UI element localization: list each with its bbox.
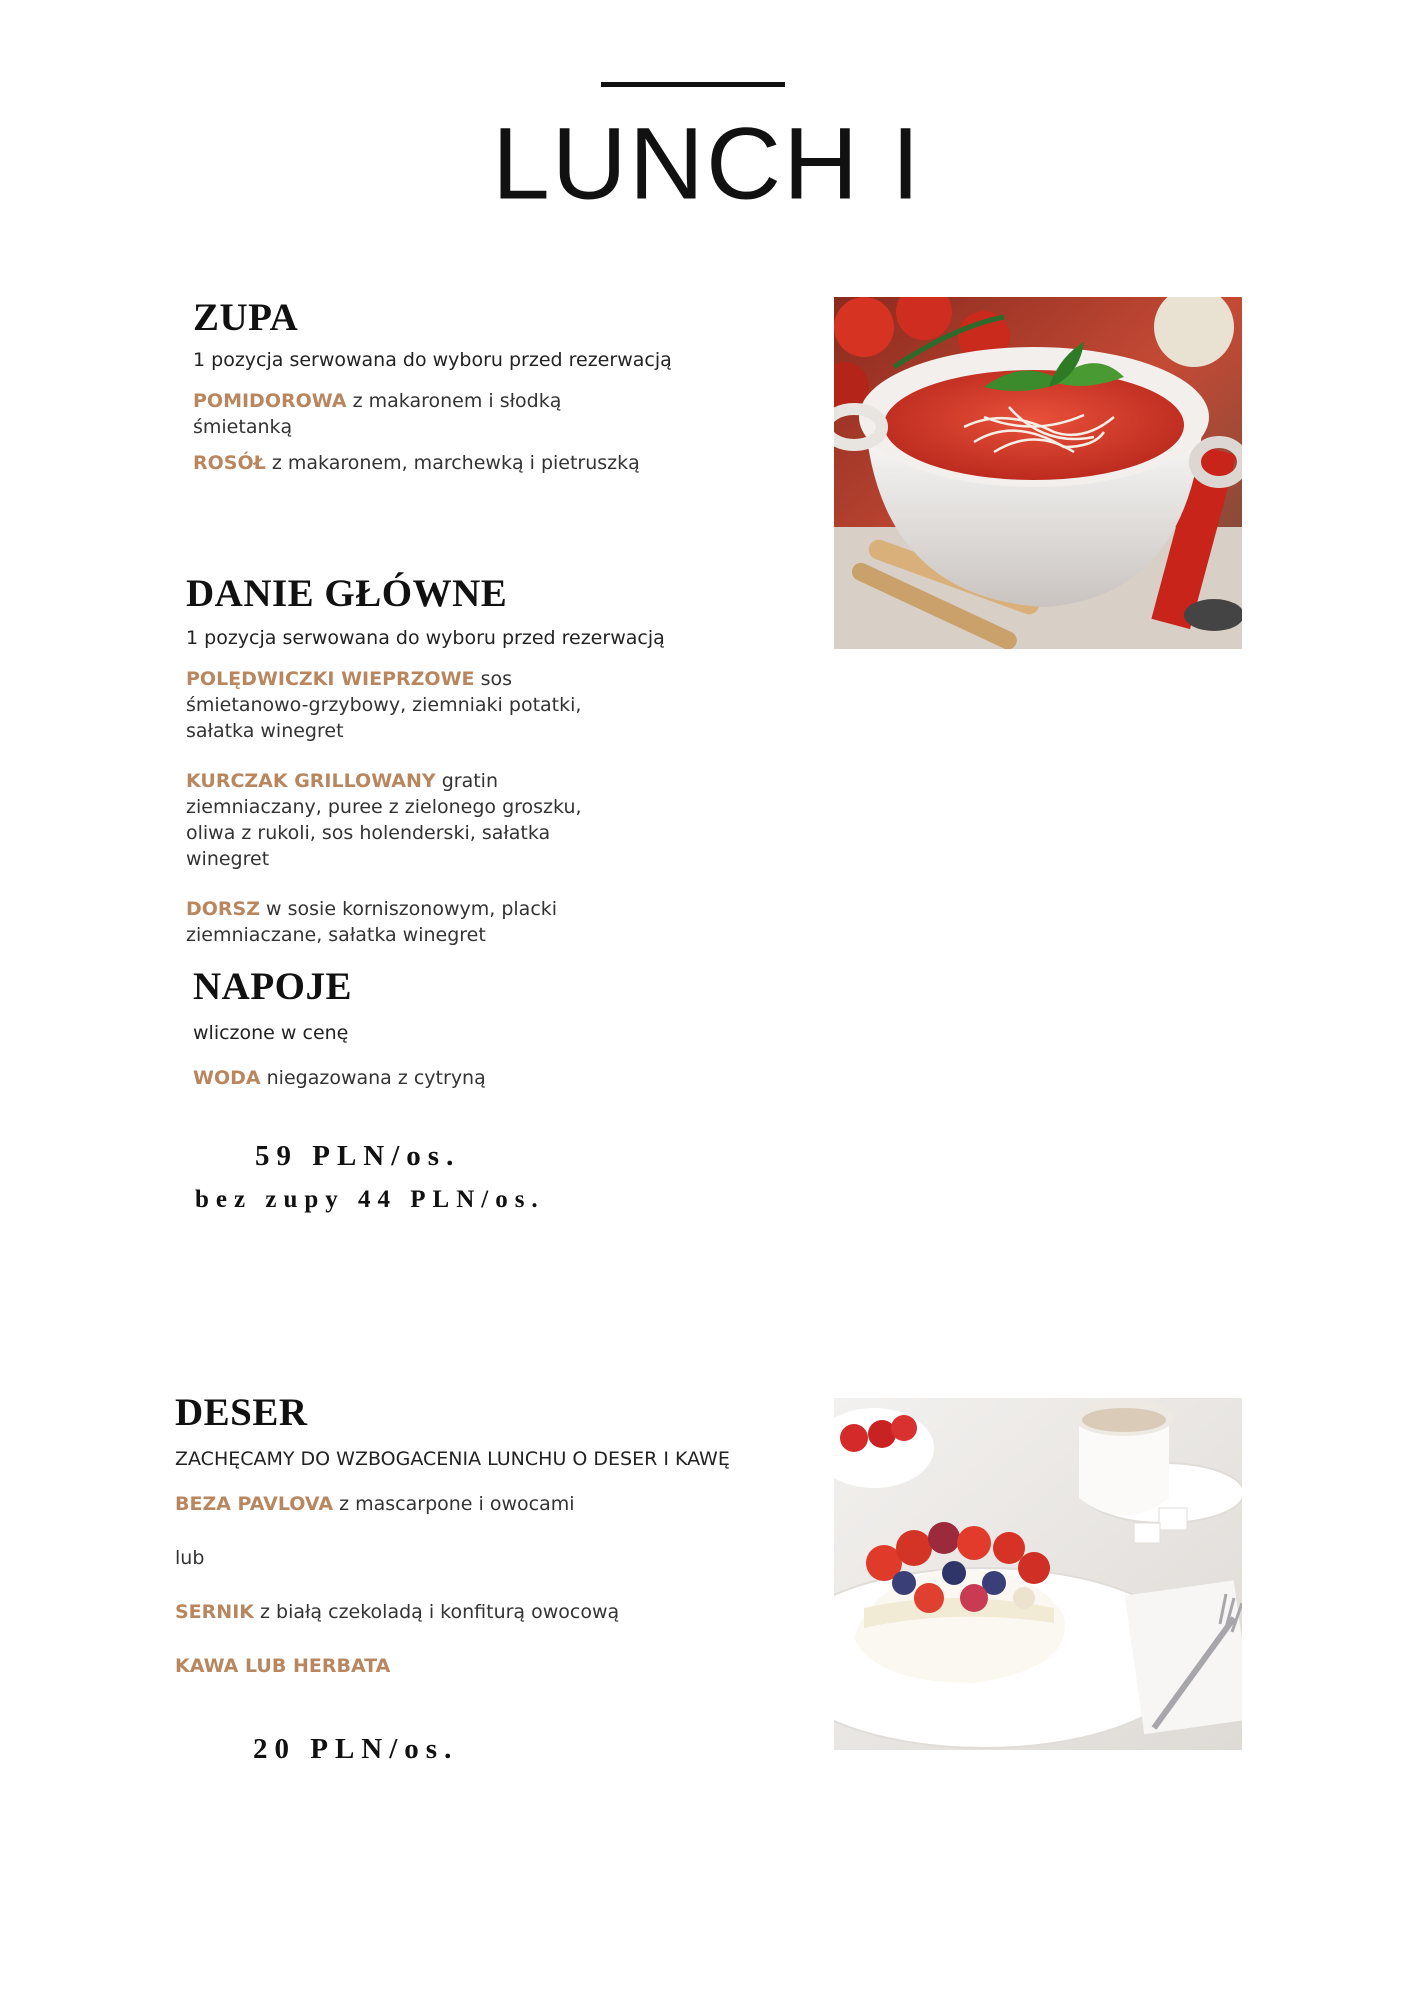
menu-item: ROSÓŁ z makaronem, marchewką i pietruszką: [193, 451, 640, 474]
page-title: LUNCH I: [491, 107, 923, 221]
menu-item: KAWA LUB HERBATA: [175, 1654, 391, 1677]
section-danie-glowne: [186, 574, 666, 948]
section-zupa: [193, 298, 713, 476]
price-main: 59 PLN/os.: [255, 1140, 461, 1172]
zupa-subtitle: 1 pozycja serwowana do wyboru przed rezerwacją: [193, 349, 672, 371]
price-no-soup: bez zupy 44 PLN/os.: [195, 1186, 545, 1213]
section-napoje: [193, 967, 673, 1091]
napoje-title: NAPOJE: [193, 965, 352, 1008]
deser-subtitle: ZACHĘCAMY DO WZBOGACENIA LUNCHU O DESER I KAWĘ: [175, 1448, 730, 1470]
menu-item: WODA niegazowana z cytryną: [193, 1066, 486, 1089]
danie-title: DANIE GŁÓWNE: [186, 572, 508, 615]
title-rule: [601, 82, 785, 87]
menu-item: DORSZ w sosie korniszonowym, placki ziemniaczane, sałatka winegret: [186, 897, 558, 946]
zupa-title: ZUPA: [193, 296, 299, 339]
menu-item: BEZA PAVLOVA z mascarpone i owocami: [175, 1492, 575, 1515]
menu-item: POLĘDWICZKI WIEPRZOWE sos śmietanowo-grzybowy, ziemniaki potatki, sałatka winegret: [186, 667, 582, 742]
pavlova-photo: [834, 1398, 1242, 1750]
price-dessert: 20 PLN/os.: [253, 1733, 459, 1765]
menu-item: POMIDOROWA z makaronem i słodką śmietanką: [193, 389, 562, 438]
danie-subtitle: 1 pozycja serwowana do wyboru przed rezerwacją: [186, 627, 665, 649]
deser-title: DESER: [175, 1391, 308, 1434]
or-text: lub: [175, 1546, 205, 1569]
section-deser: [175, 1393, 795, 1679]
napoje-subtitle: wliczone w cenę: [193, 1022, 349, 1044]
tomato-soup-photo: [834, 297, 1242, 649]
menu-item: SERNIK z białą czekoladą i konfiturą owocową: [175, 1600, 620, 1623]
menu-item: KURCZAK GRILLOWANY gratin ziemniaczany, puree z zielonego groszku, oliwa z rukoli, sos holenderski, sałatka winegret: [186, 769, 582, 870]
